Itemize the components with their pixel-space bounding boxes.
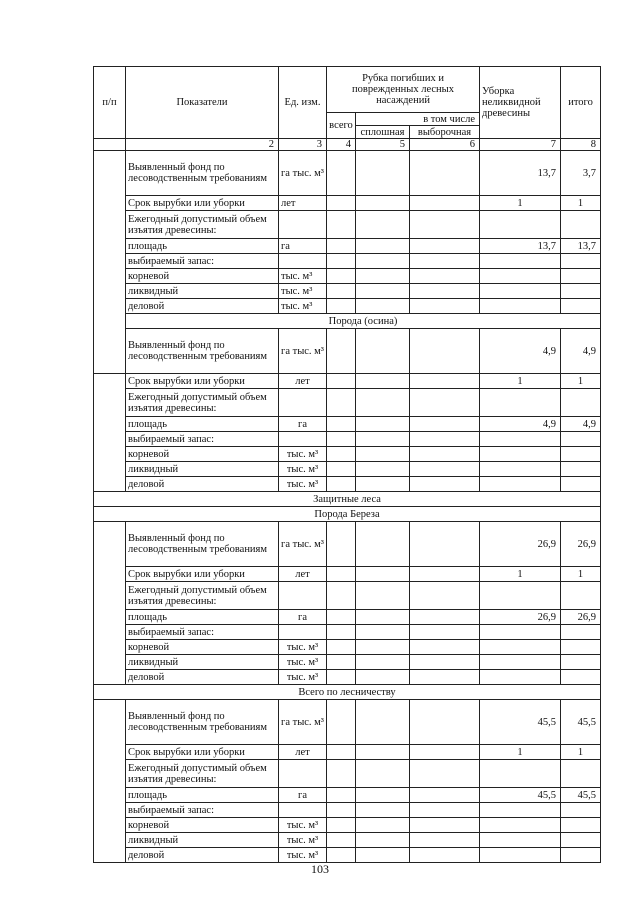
row-label: деловой	[126, 299, 279, 314]
row-label: деловой	[126, 670, 279, 685]
value-cell: 4,9	[561, 329, 601, 374]
row-unit: лет	[279, 374, 327, 389]
row-label: деловой	[126, 848, 279, 863]
row-label: Выявленный фонд по лесоводственным требованиям	[126, 522, 279, 567]
value-cell: 1	[480, 567, 561, 582]
row-unit: тыс. м³	[279, 477, 327, 492]
header-felling: Рубка погибших и поврежденных лесных насаждений	[327, 67, 480, 113]
row-label: Срок вырубки или уборки	[126, 745, 279, 760]
value-cell: 1	[561, 745, 601, 760]
value-cell: 4,9	[561, 417, 601, 432]
page-number: 103	[311, 862, 329, 876]
header-num: п/п	[94, 67, 126, 139]
row-label: Ежегодный допустимый объем изъятия древесины:	[126, 760, 279, 788]
row-unit: га	[279, 788, 327, 803]
row-unit: тыс. м³	[279, 462, 327, 477]
header-indicators: Показатели	[126, 67, 279, 139]
row-label: корневой	[126, 640, 279, 655]
row-unit: га	[279, 417, 327, 432]
value-cell: 1	[561, 196, 601, 211]
colnum-3: 3	[279, 139, 327, 151]
row-label: корневой	[126, 269, 279, 284]
row-unit: тыс. м³	[279, 670, 327, 685]
row-label: ликвидный	[126, 833, 279, 848]
row-label: Ежегодный допустимый объем изъятия древесины:	[126, 582, 279, 610]
value-cell: 4,9	[480, 417, 561, 432]
row-label: корневой	[126, 447, 279, 462]
row-label: Срок вырубки или уборки	[126, 567, 279, 582]
row-label: Срок вырубки или уборки	[126, 196, 279, 211]
row-label: ликвидный	[126, 284, 279, 299]
row-label: корневой	[126, 818, 279, 833]
value-cell: 13,7	[480, 239, 561, 254]
value-cell: 1	[480, 374, 561, 389]
section-heading: Всего по лесничеству	[94, 685, 601, 700]
row-unit: тыс. м³	[279, 284, 327, 299]
value-cell: 13,7	[480, 151, 561, 196]
row-unit: лет	[279, 745, 327, 760]
row-unit: га	[279, 239, 327, 254]
row-label: ликвидный	[126, 462, 279, 477]
colnum-4: 4	[327, 139, 356, 151]
row-label: Выявленный фонд по лесоводственным требованиям	[126, 151, 279, 196]
row-unit: тыс. м³	[279, 299, 327, 314]
value-cell: 45,5	[561, 788, 601, 803]
row-label: выбираемый запас:	[126, 432, 279, 447]
row-unit: тыс. м³	[279, 848, 327, 863]
row-unit: тыс. м³	[279, 447, 327, 462]
row-label: ликвидный	[126, 655, 279, 670]
row-label: выбираемый запас:	[126, 254, 279, 269]
header-total: итого	[561, 67, 601, 139]
row-unit: тыс. м³	[279, 818, 327, 833]
section-heading: Порода Береза	[94, 507, 601, 522]
row-label: деловой	[126, 477, 279, 492]
data-table	[93, 66, 601, 863]
header-incl: в том числе	[356, 113, 480, 126]
row-label: выбираемый запас:	[126, 625, 279, 640]
row-label: Выявленный фонд по лесоводственным требованиям	[126, 329, 279, 374]
row-unit: лет	[279, 567, 327, 582]
section-heading: Порода (осина)	[126, 314, 601, 329]
colnum-2: 2	[126, 139, 279, 151]
header-total-all: всего	[327, 113, 356, 139]
section-heading: Защитные леса	[94, 492, 601, 507]
row-label: выбираемый запас:	[126, 803, 279, 818]
value-cell: 26,9	[561, 610, 601, 625]
value-cell: 1	[561, 567, 601, 582]
value-cell: 4,9	[480, 329, 561, 374]
colnum-5: 5	[356, 139, 410, 151]
value-cell: 3,7	[561, 151, 601, 196]
header-unit: Ед. изм.	[279, 67, 327, 139]
row-unit: га тыс. м³	[279, 700, 327, 745]
colnum-6: 6	[410, 139, 480, 151]
value-cell: 26,9	[480, 610, 561, 625]
row-unit: га тыс. м³	[279, 329, 327, 374]
value-cell: 1	[480, 196, 561, 211]
header-selective: выборочная	[410, 126, 480, 139]
row-unit: тыс. м³	[279, 640, 327, 655]
value-cell: 13,7	[561, 239, 601, 254]
value-cell: 45,5	[480, 788, 561, 803]
header-cleanup: Уборка неликвидной древесины	[480, 67, 561, 139]
row-unit: тыс. м³	[279, 655, 327, 670]
row-unit: лет	[279, 196, 327, 211]
row-label: Выявленный фонд по лесоводственным требованиям	[126, 700, 279, 745]
value-cell: 26,9	[561, 522, 601, 567]
row-unit: га тыс. м³	[279, 522, 327, 567]
value-cell: 26,9	[480, 522, 561, 567]
value-cell: 1	[561, 374, 601, 389]
row-label: Срок вырубки или уборки	[126, 374, 279, 389]
row-label: площадь	[126, 239, 279, 254]
value-cell: 45,5	[561, 700, 601, 745]
row-label: площадь	[126, 610, 279, 625]
row-unit: тыс. м³	[279, 269, 327, 284]
row-label: площадь	[126, 788, 279, 803]
row-unit: га	[279, 610, 327, 625]
colnum-8: 8	[561, 139, 601, 151]
row-unit: га тыс. м³	[279, 151, 327, 196]
row-label: площадь	[126, 417, 279, 432]
value-cell: 45,5	[480, 700, 561, 745]
colnum-7: 7	[480, 139, 561, 151]
row-unit: тыс. м³	[279, 833, 327, 848]
row-label: Ежегодный допустимый объем изъятия древесины:	[126, 389, 279, 417]
row-label: Ежегодный допустимый объем изъятия древесины:	[126, 211, 279, 239]
header-clear: сплошная	[356, 126, 410, 139]
value-cell: 1	[480, 745, 561, 760]
